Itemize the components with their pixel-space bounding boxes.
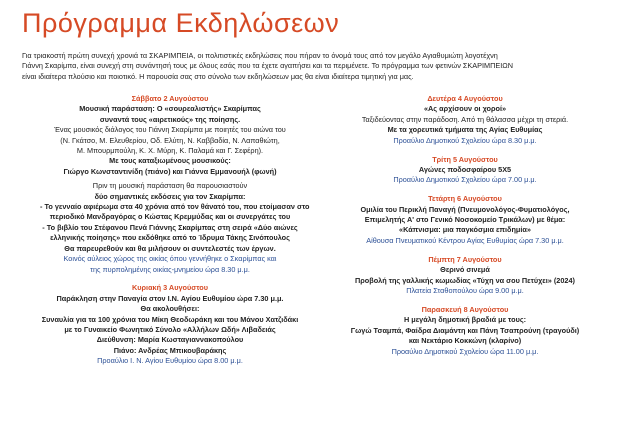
event-lines bbox=[335, 205, 595, 247]
event-line: Γιώργο Κωνσταντινίδη (πιάνο) και Γιάννα Εμμανουήλ (φωνή) bbox=[63, 166, 277, 176]
event-line: Αγώνες ποδοσφαίρου 5Χ5 bbox=[418, 164, 512, 174]
event-line: Με τα χορευτικά τμήματα της Αγίας Ευθυμίας bbox=[387, 125, 543, 135]
event-line: Μουσική παράσταση: Ο «σουρεαλιστής» Σκαρίμπας bbox=[79, 104, 261, 114]
event-date: Πέμπτη 7 Αυγούστου bbox=[428, 254, 502, 264]
event-line: - Το γενναίο αφιέρωμα στα 40 χρόνια από τον θάνατό του, που ετοίμασαν στο bbox=[40, 202, 310, 212]
event-lines bbox=[335, 104, 595, 146]
event-venue: της πυρπολημένης οικίας-μνημείου ώρα 8.30 μ.μ. bbox=[90, 264, 250, 274]
page-title: Πρόγραμμα Εκδηλώσεων bbox=[22, 8, 340, 38]
event-line: Συναυλία για τα 100 χρόνια του Μίκη Θεοδωράκη και του Μάνου Χατζιδάκι bbox=[41, 314, 299, 324]
event-line: Γωγώ Τσαμπά, Φαίδρα Διαμάντη και Πάνη Τσαπρούνη (τραγούδι) bbox=[350, 325, 580, 335]
event-line: Προβολή της γαλλικής κωμωδίας «Τύχη να σου Πετύχει» (2024) bbox=[355, 275, 575, 285]
event-line: «Κάπνισμα: μια παγκόσμια επιδημία» bbox=[399, 225, 531, 235]
event-line: «Ας αρχίσουν οι χοροί» bbox=[423, 104, 507, 114]
event-date: Τρίτη 5 Αυγούστου bbox=[432, 154, 498, 164]
event-line: Μ. Μπουρμπούλη, Κ. Χ. Μύρη, Κ. Παλαμά και Γ. Σεφέρη). bbox=[76, 146, 264, 156]
event-venue: Προαύλιο Δημοτικού Σχολείου ώρα 7.00 μ.μ. bbox=[393, 175, 537, 185]
event-block bbox=[335, 94, 595, 146]
event-line: ελληνικής ποίησης» που εκδόθηκε από το Ίδρυμα Τάκης Σινόπουλος bbox=[50, 233, 290, 243]
left-column bbox=[40, 94, 310, 367]
event-venue: Προαύλιο Ι. Ν. Αγίου Ευθυμίου ώρα 8.00 μ.μ. bbox=[97, 356, 243, 366]
event-line: Παράκληση στην Παναγία στον Ι.Ν. Αγίου Ευθυμίου ώρα 7.30 μ.μ. bbox=[56, 293, 284, 303]
event-date: Κυριακή 3 Αυγούστου bbox=[132, 283, 208, 293]
event-line: (Ν. Γκάτσο, Μ. Ελευθερίου, Οδ. Ελύτη, Ν. Καββαδία, Ν. Λαπαθιώτη, bbox=[60, 135, 280, 145]
event-venue: Προαύλιο Δημοτικού Σχολείου ώρα 11.00 μ.μ. bbox=[391, 346, 539, 356]
event-lines bbox=[40, 104, 300, 177]
event-line: Πιάνο: Ανδρέας Μπικουβαράκης bbox=[113, 345, 227, 355]
event-line: περιοδικό Μανδραγόρας ο Κώστας Κρεμμύδας και οι συνεργάτες του bbox=[49, 212, 291, 222]
event-venue: Προαύλιο Δημοτικού Σχολείου ώρα 8.30 μ.μ. bbox=[393, 135, 537, 145]
event-line: Ταξιδεύοντας στην παράδοση. Από τη θάλασσα μέχρι τη στεριά. bbox=[361, 114, 569, 124]
event-line: Επιμελητής Α' στο Γενικό Νοσοκομείο Τρικάλων) με θέμα: bbox=[364, 215, 566, 225]
event-block bbox=[335, 305, 595, 357]
right-column bbox=[335, 94, 595, 357]
event-line: Με τους καταξιωμένους μουσικούς: bbox=[109, 156, 231, 166]
event-lines bbox=[40, 294, 300, 367]
event-pre-lines bbox=[40, 181, 310, 275]
event-date: Τετάρτη 6 Αυγούστου bbox=[428, 194, 502, 204]
event-line: με το Γυναικείο Φωνητικό Σύνολο «Αλλήλων Ωδή» Λιβαδειάς bbox=[64, 325, 276, 335]
event-line: Θα ακολουθήσει: bbox=[140, 304, 200, 314]
intro-paragraph bbox=[22, 51, 628, 82]
event-lines bbox=[335, 315, 595, 357]
event-line: Πριν τη μουσική παράσταση θα παρουσιαστούν bbox=[92, 181, 248, 191]
event-line: συναντά τους «αιρετικούς» της ποίησης. bbox=[99, 114, 241, 124]
event-block bbox=[335, 155, 595, 186]
event-line: και Νεκτάριο Κοκκώνη (κλαρίνο) bbox=[408, 336, 522, 346]
event-line: Ομιλία του Περικλή Παναγή (Πνευμονολόγος-Φυματιολόγος, bbox=[360, 204, 570, 214]
event-sunday bbox=[40, 283, 300, 366]
event-date: Παρασκευή 8 Αυγούστου bbox=[421, 304, 509, 314]
event-lines bbox=[335, 265, 595, 296]
event-lines bbox=[335, 165, 595, 186]
intro-line: είναι ιδιαίτερα πλούσιο και ποιοτικό. Η παρουσία σας στο σύνολο των εκδηλώσεων μας θα είναι ιδιαίτερα τιμητική για μας. bbox=[22, 71, 414, 81]
event-date: Σάββατο 2 Αυγούστου bbox=[131, 94, 209, 103]
event-line: Διεύθυνση: Μαρία Κωσταγιαννακοπούλου bbox=[96, 335, 244, 345]
intro-line: Για τριακοστή πρώτη συνεχή χρονιά τα ΣΚΑΡΙΜΠΕΙΑ, οι πολιτιστικές εκδηλώσεις που πήραν το όνομά τους από τον μεγάλο Αγιαθυμιώτη λογοτέχνη bbox=[22, 51, 498, 60]
event-block bbox=[335, 194, 595, 246]
event-line: Η μεγάλη δημοτική βραδιά με τους: bbox=[403, 315, 527, 325]
event-saturday bbox=[40, 94, 310, 275]
event-venue: Κοινός αύλειος χώρος της οικίας όπου γεννήθηκε ο Σκαρίμπας και bbox=[63, 254, 277, 264]
event-line: Ένας μουσικός διάλογος του Γιάννη Σκαρίμπα με ποιητές του αιώνα του bbox=[54, 125, 286, 135]
event-line: δύο σημαντικές εκδόσεις για τον Σκαρίμπα: bbox=[94, 191, 246, 201]
event-venue: Πλατεία Σταθοπούλου ώρα 9.00 μ.μ. bbox=[406, 286, 524, 295]
event-block bbox=[335, 255, 595, 297]
intro-line: Γιάννη Σκαρίμπα, είναι συνεχή στη συνάντησή τους με όλους εσάς που τα έχετε αγαπήσει και τα περιμένετε. Το πρόγραμμα των φετινών ΣΚΑΡΙΜΠΕΙΩΝ bbox=[22, 61, 513, 71]
event-line: Θα παρευρεθούν και θα μιλήσουν οι συντελεστές των έργων. bbox=[64, 243, 276, 253]
event-line: - Το βιβλίο του Στέφανου Πενά Γιάννης Σκαρίμπας στη σειρά «Δύο αιώνες bbox=[42, 222, 298, 232]
event-date: Δευτέρα 4 Αυγούστου bbox=[427, 94, 503, 103]
event-venue: Αίθουσα Πνευματικού Κέντρου Αγίας Ευθυμίας ώρα 7.30 μ.μ. bbox=[366, 235, 564, 245]
event-line: Θερινό σινεμά bbox=[440, 265, 490, 275]
